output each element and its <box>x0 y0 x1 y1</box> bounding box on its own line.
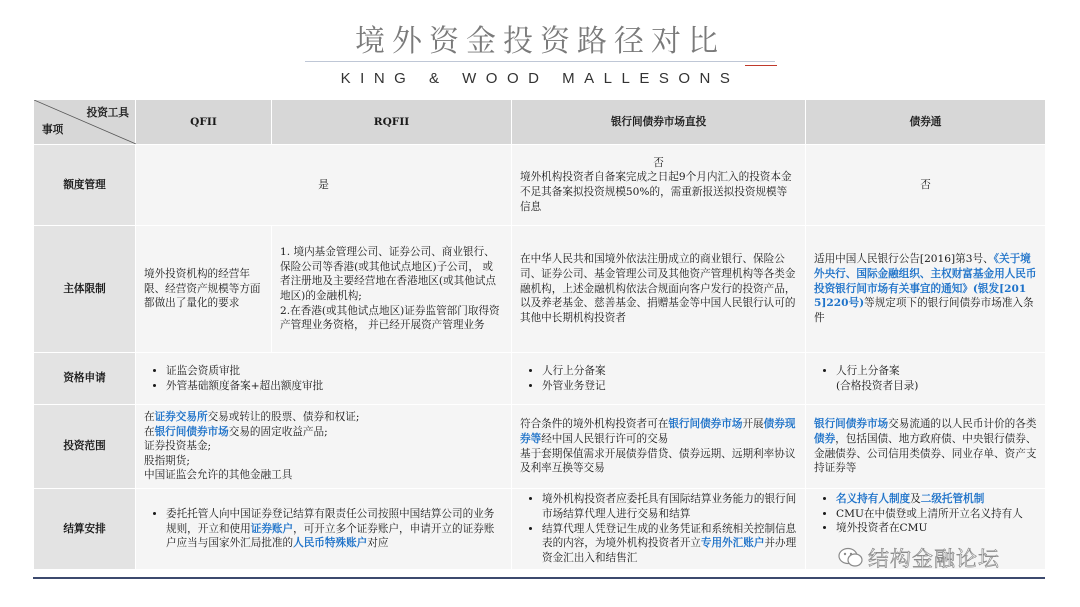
scope-cibm-line-2: 基于套期保值需求开展债券借贷、债券远期、远期利率协议及利率互换等交易 <box>520 447 796 475</box>
settlement-qfii-text-3: 对应 <box>367 537 389 550</box>
scope-cibm-text-2: 开展 <box>742 418 764 431</box>
subject-bc-regulation-link[interactable]: 《关于境外央行、国际金融组织、主权财富基金用人民币投资银行间市场有关事宜的通知》(银发[2015]220号) <box>814 253 1037 310</box>
title-accent-line <box>745 65 777 66</box>
scope-qfii-line-1: 在证券交易所交易或转让的股票、债券和权证; <box>144 410 360 423</box>
subject-cibm: 在中华人民共和国境外依法注册成立的商业银行、保险公司、证券公司、基金管理公司及其他资产管理机构等各类金融机构，上述金融机构依法合规面向客户发行的投资产品，以及养老基金、慈善基金、捐赠基金等中国人民银行认可的其他中长期机构投资者 <box>512 226 806 353</box>
subject-bc-text-pre: 适用中国人民银行公告[2016]第3号、 <box>814 253 994 266</box>
qualification-cibm-item: • 外管业务登记 <box>542 379 797 394</box>
qualification-bc-sub: (合格投资者目录) <box>836 379 919 392</box>
subject-bond-connect <box>806 226 1046 353</box>
header-row <box>34 100 1046 145</box>
settlement-fx-account-link[interactable]: 专用外汇账户 <box>700 537 765 550</box>
scope-interbank-link[interactable]: 银行间债券市场 <box>154 425 229 438</box>
qualification-qfii-rqfii <box>136 353 512 405</box>
qualification-qfii-item: • 外管基础额度备案+超出额度审批 <box>166 379 503 394</box>
column-header-bond-connect: 债券通 <box>806 100 1046 145</box>
qualification-qfii-item: • 证监会资质审批 <box>166 364 503 379</box>
settlement-qfii-text-2: ，可开立多个证券账户，申请开立的证券账户应当与国家外汇局批准的 <box>166 522 495 550</box>
settlement-cibm-item <box>542 522 797 566</box>
scope-qfii-text-2: 交易的固定收益产品; <box>228 425 328 438</box>
comparison-table <box>33 99 1046 570</box>
column-header-rqfii: RQFII <box>272 100 512 145</box>
settlement-securities-account-link[interactable]: 证券账户 <box>250 522 294 535</box>
scope-qfii-line-3: 证券投资基金; <box>144 440 212 453</box>
scope-bc-interbank-link[interactable]: 银行间债券市场 <box>814 418 889 431</box>
row-subject <box>34 226 1046 353</box>
scope-qfii-text-1: 交易或转让的股票、债券和权证; <box>207 410 360 423</box>
scope-exchange-link[interactable]: 证券交易所 <box>154 410 208 423</box>
qualification-cibm <box>512 353 806 405</box>
settlement-cibm <box>512 489 806 570</box>
scope-bc-text-2: ，包括国债、地方政府债、中央银行债券、金融债券、公司信用类债券、同业存单、资产支持证券等 <box>814 432 1037 475</box>
wechat-icon <box>838 546 864 568</box>
settlement-custody-link[interactable]: 二级托管机制 <box>920 493 985 505</box>
settlement-bc-item: • CMU在中债登或上清所开立名义持有人 <box>836 507 1037 522</box>
scope-cibm-interbank-link[interactable]: 银行间债券市场 <box>668 418 743 431</box>
bottom-divider <box>33 577 1045 579</box>
scope-cibm-line-1 <box>520 417 797 446</box>
scope-qfii-line-2 <box>144 425 503 440</box>
column-header-cibm: 银行间债券市场直投 <box>512 100 806 145</box>
scope-qfii-rqfii <box>136 405 512 489</box>
settlement-cibm-item: • 境外机构投资者应委托具有国际结算业务能力的银行间市场结算代理人进行交易和结算 <box>542 492 797 521</box>
quota-bond-connect: 否 <box>806 145 1046 226</box>
row-label-settlement: 结算安排 <box>34 489 136 570</box>
scope-qfii-line-5: 中国证监会允许的其他金融工具 <box>144 469 293 482</box>
qualification-bc-item: • 人行上分备案 <box>836 364 1037 379</box>
row-label-qualification: 资格申请 <box>34 353 136 405</box>
corner-header-cell <box>34 100 136 145</box>
quota-cibm-answer: 否 <box>653 156 664 169</box>
row-label-scope: 投资范围 <box>34 405 136 489</box>
row-scope <box>34 405 1046 489</box>
quota-qfii-rqfii: 是 <box>136 145 512 226</box>
row-qualification <box>34 353 1046 405</box>
subject-qfii: 境外投资机构的经营年限、经营资产规模等方面都做出了量化的要求 <box>136 226 272 353</box>
scope-qfii-pre-2: 在 <box>144 425 155 438</box>
corner-label-tools: 投资工具 <box>86 107 129 119</box>
settlement-bc-item <box>836 492 1037 507</box>
settlement-cibm-text: 结算代理人凭登记生成的业务凭证和系统相关控制信息表的内容，为境外机构投资者开立 <box>542 522 797 550</box>
settlement-qfii-rqfii <box>136 489 512 570</box>
firm-name: KING & WOOD MALLESONS <box>340 70 740 87</box>
qualification-cibm-item: • 人行上分备案 <box>542 364 797 379</box>
page-title: 境外资金投资路径对比 <box>355 24 725 59</box>
scope-cibm-text-1: 符合条件的境外机构投资者可在 <box>520 418 669 431</box>
row-label-subject: 主体限制 <box>34 226 136 353</box>
settlement-bc-item: • 境外投资者在CMU <box>836 521 1037 536</box>
scope-bc-text-1: 交易流通的以人民币计价的各类 <box>888 418 1037 431</box>
quota-cibm-detail: 境外机构投资者自备案完成之日起9个月内汇入的投资本金不足其备案拟投资规模50%的，需重新报送拟投资规模等信息 <box>520 171 792 213</box>
settlement-cibm-text-2: 并办理资金汇出入和结售汇 <box>542 537 797 564</box>
subject-rqfii: 1. 境内基金管理公司、证券公司、商业银行、保险公司等香港(或其他试点地区)子公司， 或者注册地及主要经营地在香港地区(或其他试点地区)的金融机构; 2.在香港(或其他试点地区)证券监管部门取得资产管理业务资格， 并已经开展资产管理业务 <box>272 226 512 353</box>
row-quota <box>34 145 1046 226</box>
settlement-qfii-text-1: 委托托管人向中国证券登记结算有限责任公司按照中国结算公司的业务规则，开立和使用 <box>166 508 495 535</box>
title-divider <box>305 61 775 62</box>
scope-bc-bonds-link[interactable]: 债券 <box>814 432 836 445</box>
scope-cibm <box>512 405 806 489</box>
row-label-quota: 额度管理 <box>34 145 136 226</box>
settlement-qfii-item <box>166 507 503 551</box>
corner-label-items: 事项 <box>42 124 64 137</box>
scope-bond-connect <box>806 405 1046 489</box>
settlement-bc-and: 及 <box>910 493 921 505</box>
settlement-nominee-link[interactable]: 名义持有人制度 <box>836 493 911 505</box>
scope-cibm-bonds-link[interactable]: 债券现券等 <box>520 418 796 445</box>
watermark: 结构金融论坛 <box>868 547 1000 571</box>
scope-qfii-line-4: 股指期货; <box>144 454 190 467</box>
scope-cibm-text-3: 经中国人民银行许可的交易 <box>541 432 669 445</box>
quota-cibm <box>512 145 806 226</box>
qualification-bond-connect <box>806 353 1046 405</box>
column-header-qfii: QFII <box>136 100 272 145</box>
subject-bc-text-post: 等规定项下的银行间债券市场准入条件 <box>814 297 1034 324</box>
settlement-rmb-special-account-link[interactable]: 人民币特殊账户 <box>293 537 368 550</box>
